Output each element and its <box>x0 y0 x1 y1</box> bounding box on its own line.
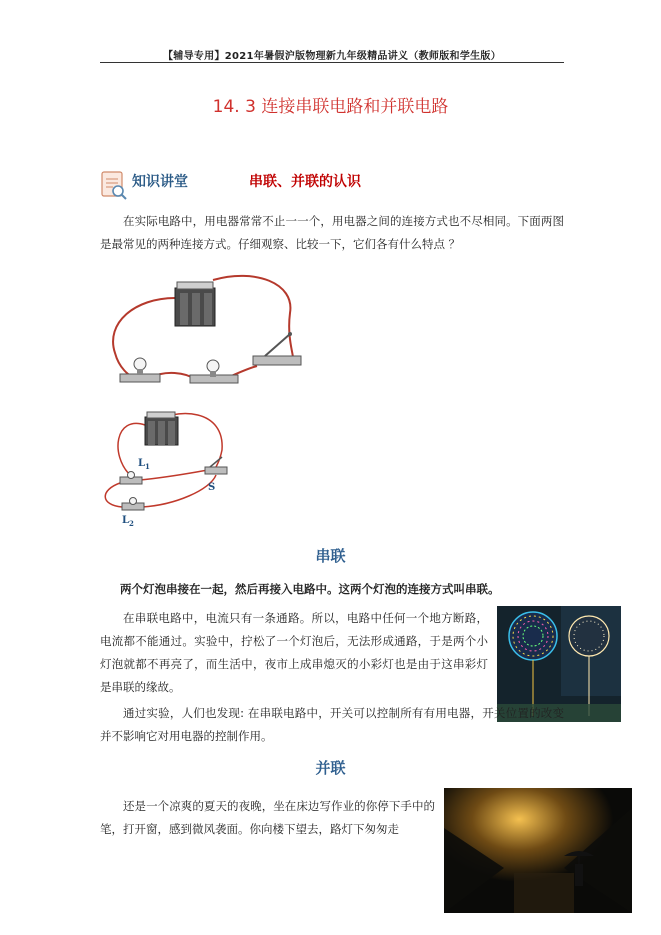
schematic-circuit-diagram <box>100 405 235 539</box>
page-header: 【辅导专用】2021年暑假沪版物理新九年级精品讲义（教师版和学生版） <box>162 51 502 62</box>
chapter-title: 14. 3 连接串联电路和并联电路 <box>212 97 449 117</box>
parallel-paragraph-1: 还是一个凉爽的夏天的夜晚，坐在床边写作业的你停下手中的笔，打开窗，感到微风袭面。你向楼下望去，路灯下匆匆走 <box>100 799 435 836</box>
series-heading: 串联 <box>315 547 346 565</box>
series-paragraph-2: 通过实验，人们也发现: 在串联电路中，开关可以控制所有有用电器，开关位置的改变并不影响它对用电器的控制作用。 <box>100 706 564 743</box>
label-s: S <box>208 482 216 493</box>
intro-paragraph: 在实际电路中，用电器常常不止一一个，用电器之间的连接方式也不尽相同。下面两图是最常见的两种连接方式。仔细观察、比较一下，它们各有什么特点 ？ <box>100 214 564 251</box>
header-rule <box>100 62 564 63</box>
series-definition: 两个灯泡串接在一起，然后再接入电路中。这两个灯泡的连接方式叫串联。 <box>120 582 500 596</box>
series-paragraph-1: 在串联电路中，电流只有一条通路。所以，电路中任何一个地方断路，电流都不能通过。实验中，拧松了一个灯泡后，无法形成通路，于是两个小灯泡就都不再亮了，而生活中，夜市上成串熄灭的小彩灯也是由于这串彩灯是串联的缘故。 <box>100 611 488 694</box>
series-circuit-diagram <box>105 268 310 394</box>
label-l2-letter: L <box>122 515 130 526</box>
label-l2 <box>122 515 134 528</box>
night-street-photo <box>444 788 632 913</box>
label-l1 <box>138 458 150 471</box>
section-topic: 串联、并联的认识 <box>249 174 361 190</box>
section-label: 知识讲堂 <box>132 174 188 190</box>
notebook-magnifier-icon <box>100 170 128 204</box>
label-l1-letter: L <box>138 458 146 469</box>
label-l2-subscript: 2 <box>129 519 134 528</box>
parallel-heading: 并联 <box>315 759 346 777</box>
label-l1-subscript: 1 <box>145 462 150 471</box>
